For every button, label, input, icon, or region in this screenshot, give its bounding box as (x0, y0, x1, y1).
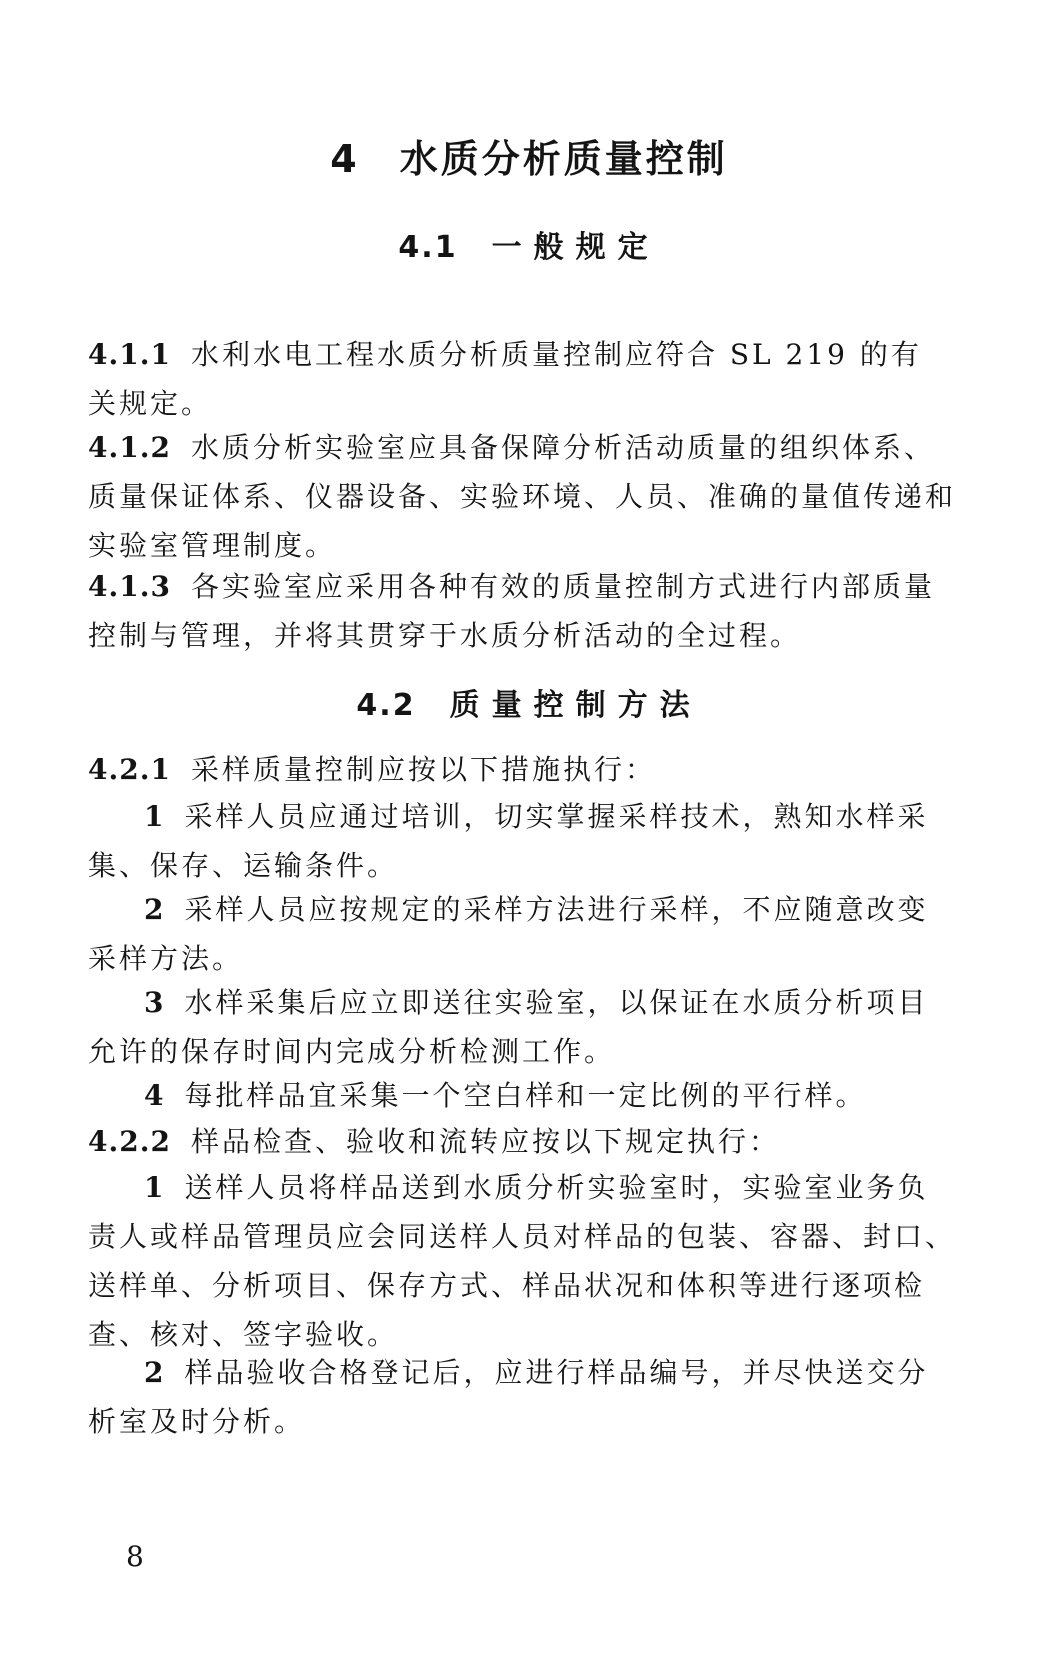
clause-text: 水质分析实验室应具备保障分析活动质量的组织体系、 (190, 431, 935, 464)
page-number: 8 (126, 1540, 144, 1573)
item-text: 样品验收合格登记后，应进行样品编号，并尽快送交分 (184, 1356, 929, 1389)
clause-text: 关规定。 (88, 387, 213, 420)
item-text: 查、核对、签字验收。 (88, 1318, 399, 1351)
clause-number: 4.1.1 (88, 338, 171, 371)
item-text: 析室及时分析。 (88, 1405, 306, 1438)
item-text: 集、保存、运输条件。 (88, 849, 399, 882)
clause-4-2-2 (88, 1117, 993, 1166)
clause-4-2-2-item-2 (88, 1348, 993, 1446)
clause-4-2-1-item-3 (88, 978, 993, 1076)
item-text: 送样单、分析项目、保存方式、样品状况和体积等进行逐项检 (88, 1269, 926, 1302)
item-text: 每批样品宜采集一个空白样和一定比例的平行样。 (184, 1079, 867, 1112)
clause-number: 4.1.3 (88, 570, 171, 603)
clause-number: 4.1.2 (88, 431, 171, 464)
clause-text: 质量保证体系、仪器设备、实验环境、人员、准确的量值传递和 (88, 480, 957, 513)
item-text: 送样人员将样品送到水质分析实验室时，实验室业务负 (184, 1171, 929, 1204)
section-title-text: 一般规定 (491, 230, 660, 265)
item-text: 允许的保存时间内完成分析检测工作。 (88, 1035, 616, 1068)
clause-text: 各实验室应采用各种有效的质量控制方式进行内部质量 (190, 570, 935, 603)
clause-4-2-1-item-1 (88, 792, 993, 890)
section-number: 4.1 (398, 230, 458, 265)
item-text: 水样采集后应立即送往实验室，以保证在水质分析项目 (184, 986, 929, 1019)
section-title-4-2 (0, 680, 1058, 724)
clause-4-1-2 (88, 423, 993, 570)
chapter-title-text: 水质分析质量控制 (399, 137, 728, 181)
section-number: 4.2 (356, 688, 416, 723)
section-title-text: 质量控制方法 (449, 688, 702, 723)
clause-text: 实验室管理制度。 (88, 529, 337, 562)
clause-text: 样品检查、验收和流转应按以下规定执行： (190, 1125, 780, 1158)
item-text: 采样人员应通过培训，切实掌握采样技术，熟知水样采 (184, 800, 929, 833)
clause-4-2-1-item-4 (88, 1071, 993, 1120)
item-number: 2 (144, 893, 167, 926)
clause-4-2-2-item-1 (88, 1163, 993, 1359)
clause-text: 水利水电工程水质分析质量控制应符合 SL 219 的有 (190, 338, 922, 371)
chapter-number: 4 (330, 137, 360, 181)
item-number: 3 (144, 986, 167, 1019)
clause-4-1-1 (88, 330, 993, 428)
clause-4-1-3 (88, 562, 993, 660)
section-title-4-1 (0, 222, 1058, 266)
clause-number: 4.2.1 (88, 753, 171, 786)
item-number: 4 (144, 1079, 167, 1112)
item-text: 采样人员应按规定的采样方法进行采样，不应随意改变 (184, 893, 929, 926)
clause-4-2-1-item-2 (88, 885, 993, 983)
clause-text: 控制与管理，并将其贯穿于水质分析活动的全过程。 (88, 619, 802, 652)
chapter-title (0, 128, 1058, 183)
item-text: 采样方法。 (88, 942, 244, 975)
clause-number: 4.2.2 (88, 1125, 171, 1158)
item-number: 2 (144, 1356, 167, 1389)
clause-text: 采样质量控制应按以下措施执行： (190, 753, 656, 786)
clause-4-2-1 (88, 745, 993, 794)
item-number: 1 (144, 800, 167, 833)
item-number: 1 (144, 1171, 167, 1204)
item-text: 责人或样品管理员应会同送样人员对样品的包装、容器、封口、 (88, 1220, 957, 1253)
